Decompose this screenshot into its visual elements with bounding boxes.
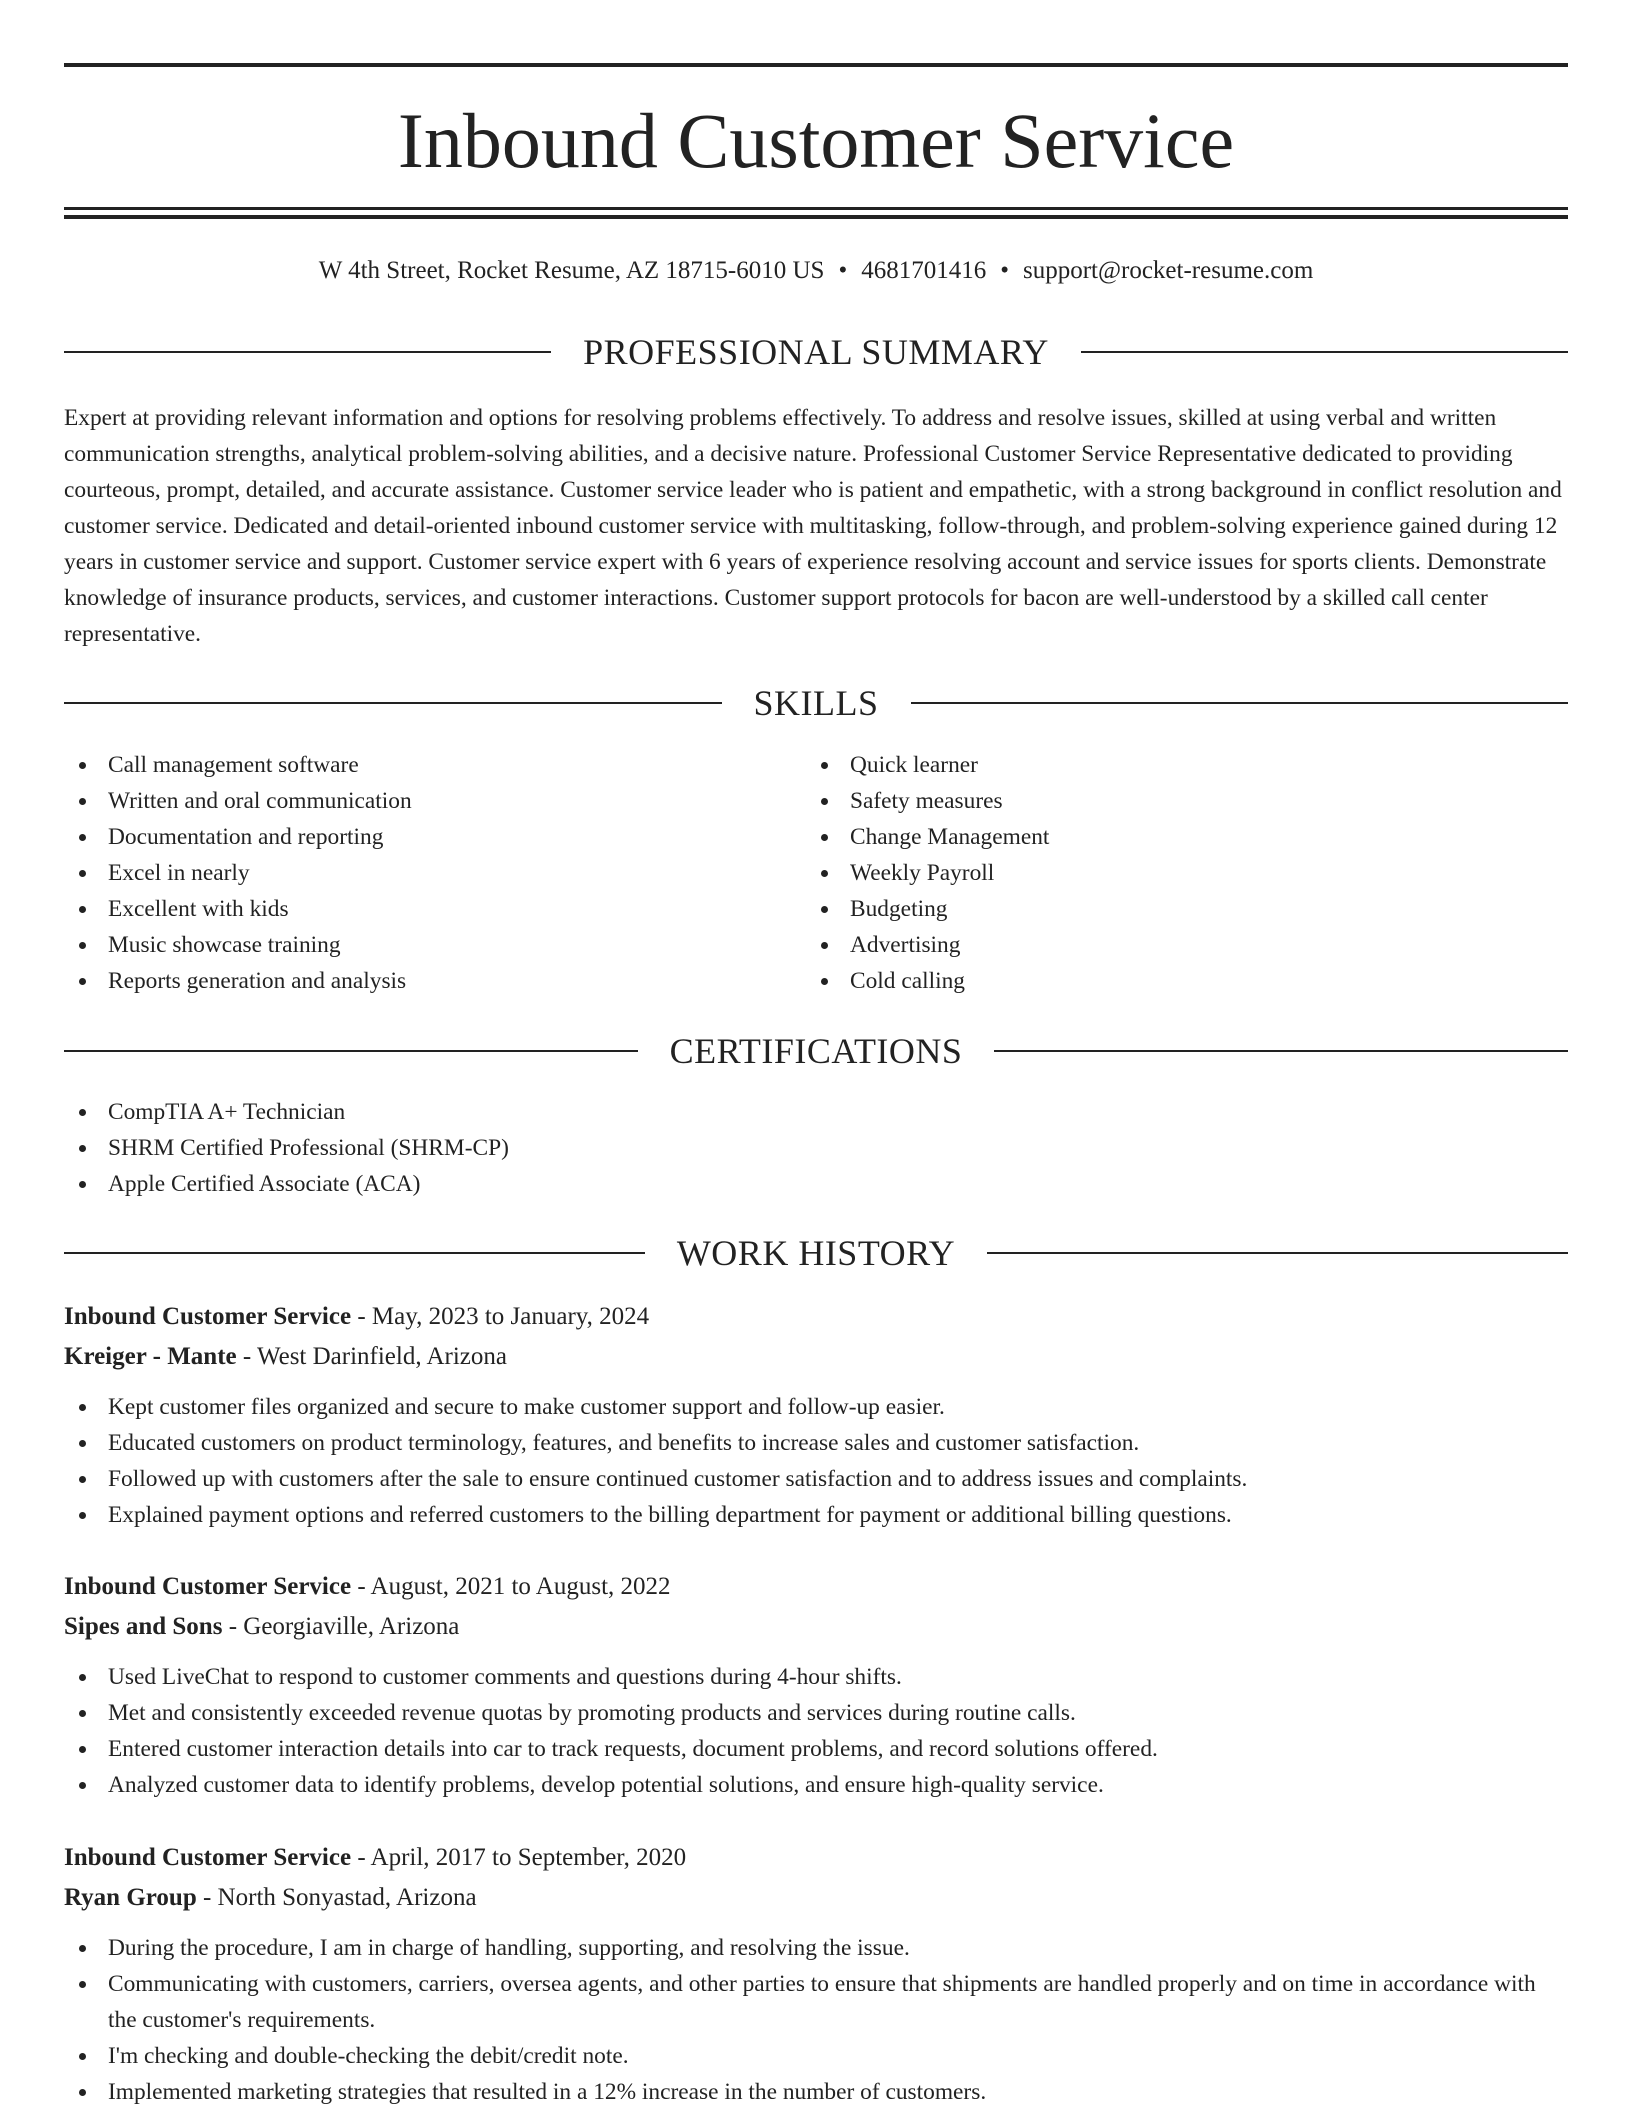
section-header-work-history [64,1231,1568,1275]
skill-item: Documentation and reporting [64,819,784,855]
top-divider [64,63,1568,67]
certification-item: CompTIA A+ Technician [64,1094,1568,1130]
job-title-line [64,1838,1568,1878]
skill-item: Quick learner [806,747,1526,783]
job-title: Inbound Customer Service [64,1573,352,1600]
job-bullet: Analyzed customer data to identify problems, develop potential solutions, and ensure high-quality service. [64,1767,1568,1803]
section-header-summary [64,330,1568,374]
section-rule [911,702,1569,704]
skill-item: Advertising [806,927,1526,963]
resume-title: Inbound Customer Service [397,97,1235,184]
title-divider-upper [64,207,1568,210]
job-bullet: Educated customers on product terminology, features, and benefits to increase sales and customer satisfaction. [64,1425,1568,1461]
job-bullet: Followed up with customers after the sale to ensure continued customer satisfaction and to address issues and complaints. [64,1461,1568,1497]
contact-info [64,254,1568,288]
job-bullet: During the procedure, I am in charge of handling, supporting, and resolving the issue. [64,1930,1568,1966]
summary-text: Expert at providing relevant information and options for resolving problems effectively. To address and resolve issues, skilled at using verbal and written communication strengths, analytical problem-solving abilities, and a decisive nature. Professional Customer Service Representative dedicated to providing courteous, prompt, detailed, and accurate assistance. Customer service leader who is patient and empathetic, with a strong background in conflict resolution and customer service. Dedicated and detail-oriented inbound customer service with multitasking, follow-through, and problem-solving experience gained during 12 years in customer service and support. Customer service expert with 6 years of experience resolving account and service issues for sports clients. Demonstrate knowledge of insurance products, services, and customer interactions. Customer support protocols for bacon are well-understood by a skilled call center representative. [64,405,1562,647]
job-company-line [64,1607,1568,1647]
skill-item: Music showcase training [64,927,784,963]
section-title-summary: PROFESSIONAL SUMMARY [583,332,1049,372]
job-title-line [64,1567,1568,1607]
section-rule [64,702,722,704]
section-rule [64,1252,645,1254]
job-company-line [64,1878,1568,1918]
job-bullets [64,1930,1568,2110]
certification-item: Apple Certified Associate (ACA) [64,1166,1568,1202]
skill-item: Budgeting [806,891,1526,927]
skill-item: Weekly Payroll [806,855,1526,891]
contact-address: W 4th Street, Rocket Resume, AZ 18715-6010 US [318,257,825,284]
job-dates: - August, 2021 to August, 2022 [351,1573,671,1600]
skill-item: Written and oral communication [64,783,784,819]
job-title: Inbound Customer Service [64,1844,352,1871]
skill-item: Change Management [806,819,1526,855]
skill-item: Excellent with kids [64,891,784,927]
section-title-certifications: CERTIFICATIONS [669,1031,963,1071]
section-title-skills: SKILLS [753,683,879,723]
job-company: Kreiger - Mante [64,1343,237,1370]
job-bullet: Met and consistently exceeded revenue quotas by promoting products and services during routine calls. [64,1695,1568,1731]
certifications-list [64,1094,1568,1202]
skills-list-right [806,747,1526,999]
job-bullet: Explained payment options and referred customers to the billing department for payment or additional billing questions. [64,1497,1568,1533]
skill-item: Reports generation and analysis [64,963,784,999]
job-bullet: Implemented marketing strategies that resulted in a 12% increase in the number of customers. [64,2074,1568,2110]
contact-separator: • [1000,257,1009,284]
job-bullet: Used LiveChat to respond to customer comments and questions during 4-hour shifts. [64,1659,1568,1695]
job-entry [64,1838,1568,2110]
job-bullets [64,1659,1568,1803]
section-header-certifications [64,1029,1568,1073]
certification-item: SHRM Certified Professional (SHRM-CP) [64,1130,1568,1166]
job-entry [64,1567,1568,1803]
section-header-skills [64,681,1568,725]
job-bullet: Kept customer files organized and secure to make customer support and follow-up easier. [64,1389,1568,1425]
job-title: Inbound Customer Service [64,1303,352,1330]
job-location: - Georgiaville, Arizona [222,1613,460,1640]
skills-list-left [64,747,784,999]
contact-phone: 4681701416 [861,257,987,284]
skill-item: Excel in nearly [64,855,784,891]
job-company: Sipes and Sons [64,1613,223,1640]
section-rule [64,1050,638,1052]
skill-item: Call management software [64,747,784,783]
job-bullets [64,1389,1568,1533]
job-bullet: Entered customer interaction details into car to track requests, document problems, and record solutions offered. [64,1731,1568,1767]
section-rule [64,351,551,353]
section-title-work-history: WORK HISTORY [676,1233,956,1273]
section-rule [994,1050,1568,1052]
job-dates: - April, 2017 to September, 2020 [351,1844,687,1871]
job-company-line [64,1337,1568,1377]
skill-item: Cold calling [806,963,1526,999]
section-rule [1081,351,1568,353]
job-entry [64,1297,1568,1533]
title-divider-lower [64,215,1568,219]
section-rule [987,1252,1568,1254]
job-bullet: Communicating with customers, carriers, oversea agents, and other parties to ensure that shipments are handled properly and on time in accordance with the customer's requirements. [64,1966,1568,2038]
contact-separator: • [838,257,848,284]
contact-email: support@rocket-resume.com [1022,257,1314,284]
job-title-line [64,1297,1568,1337]
skill-item: Safety measures [806,783,1526,819]
job-location: - West Darinfield, Arizona [236,1343,507,1370]
job-bullet: I'm checking and double-checking the debit/credit note. [64,2038,1568,2074]
job-location: - North Sonyastad, Arizona [196,1884,477,1911]
job-company: Ryan Group [64,1884,197,1911]
job-dates: - May, 2023 to January, 2024 [351,1303,650,1330]
